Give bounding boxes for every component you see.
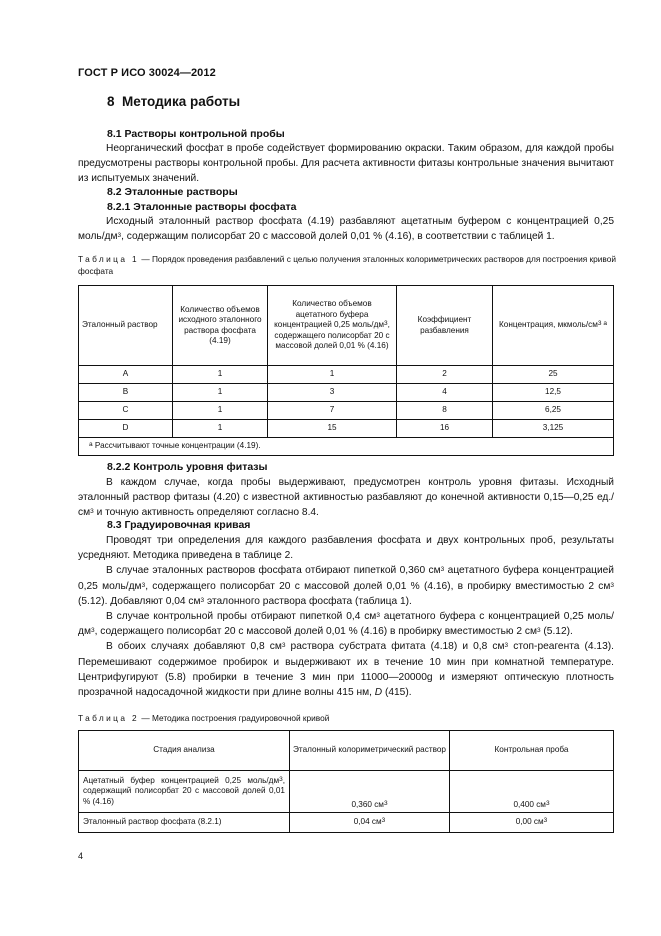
document-header: ГОСТ Р ИСО 30024—2012 (78, 67, 216, 79)
subsection-8-3-title: 8.3 Градуировочная кривая (107, 519, 251, 531)
table-1-header-row (79, 286, 614, 366)
table-2-caption: Таблица 2 — Методика построения градуировочной кривой (78, 713, 330, 723)
table-1-footnote: $^a$ Рассчитывают точные концентрации (4.19). (79, 438, 614, 456)
table-row: Эталонный раствор фосфата (8.2.1) 0,04 $см^3$ 0,00 $см^3$ (79, 813, 614, 833)
table-1 (78, 285, 614, 456)
subsection-8-2-1-title: 8.2.1 Эталонные растворы фосфата (107, 201, 297, 213)
subsection-8-2-title: 8.2 Эталонные растворы (107, 186, 238, 198)
table-2 (78, 730, 614, 833)
table-1-caption: Таблица 1 — Порядок проведения разбавлений с целью получения эталонных колориметрических растворов для построения кривой фосфата (78, 254, 616, 276)
table-1-footnote-row (79, 438, 614, 456)
table-2-header-row (79, 731, 614, 771)
subsection-8-2-1-text: Исходный эталонный раствор фосфата (4.19) разбавляют ацетатным буфером с концентрацией 0,25 моль/$дм^3$, содержащим полисорбат 20 с массовой долей 0,01 % (4.16), в соответствии с таблицей 1. (78, 216, 614, 243)
subsection-8-2-2-text: В каждом случае, когда пробы выдерживают, предусмотрен контроль уровня фитазы. Исходный эталонный раствор фитазы (4.20) с известной активностью разбавляют до конечной активности 0,15—0,25 $ед./см^3$ и точную активность определяют согласно 8.4. (78, 477, 614, 519)
subsection-8-2-2-title: 8.2.2 Контроль уровня фитазы (107, 461, 268, 473)
table-row: D 1 15 16 3,125 (79, 420, 614, 438)
t2-header-control: Контрольная проба (450, 731, 614, 771)
t1-header-solution: Эталонный раствор (79, 286, 173, 366)
t1-header-concentration: Концентрация, мкмоль/$см^{3 a}$ (493, 286, 614, 366)
subsection-8-1-title: 8.1 Растворы контрольной пробы (107, 128, 285, 140)
table-row: Ацетатный буфер концентрацией 0,25 моль/$дм^3$, содержащий полисорбат 20 с массовой долей 0,01 % (4.16) 0,360 $см^3$ 0,400 $см^3$ (79, 771, 614, 813)
table-row: C 1 7 8 6,25 (79, 402, 614, 420)
subsection-8-3-text: Проводят три определения для каждого разбавления фосфата и двух контрольных проб, результаты усредняют. Методика приведена в таблице 2. В случае эталонных растворов фосфата отбирают пипеткой 0,360 $см^3$ ацетатного буфера концентрацией 0,25 моль/$дм^3$, содержащего полисорбат 20 с массовой долей 0,01 % (4.16), в пробирку вместимостью 2 $см^3$ (5.12). Добавляют 0,04 $см^3$ эталонного раствора фосфата (таблица 1). В случае контрольной пробы отбирают пипеткой 0,4 $см^3$ ацетатного буфера с концентрацией 0,25 моль/$дм^3$, содержащего полисорбат 20 с массовой долей 0,01 % (4.16) в пробирку вместимостью 2 $см^3$ (5.12). В обоих случаях добавляют 0,8 $см^3$ раствора субстрата фитата (4.18) и 0,8 $см^3$ стоп-реагента (4.13). Перемешивают содержимое пробирок и выдерживают их в течение 10 мин при комнатной температуре. Центрифугируют (5.8) пробирки в течение 3 мин при 11000—20000g и измеряют оптическую плотность прозрачной надосадочной жидкости при длине волны 415 нм, D (415). (78, 535, 614, 699)
t1-header-buffer-volumes: Количество объемов ацетатного буфера концентрацией 0,25 моль/$дм^3$, содержащего полисорбат 20 с массовой долей 0,01 % (4.16) (268, 286, 397, 366)
t2-header-reference: Эталонный колориметрический раствор (290, 731, 450, 771)
t1-header-dilution-factor: Коэффициент разбавления (397, 286, 493, 366)
table-row: A 1 1 2 25 (79, 366, 614, 384)
t2-header-stage: Стадия анализа (79, 731, 290, 771)
subsection-8-1-text: Неорганический фосфат в пробе содействует формированию окраски. Таким образом, для каждой пробы предусмотрены растворы контрольной пробы. Для расчета активности фитазы контрольные значения вычитают из испытуемых значений. (78, 143, 614, 185)
section-title: 8 Методика работы (107, 94, 241, 109)
page-number: 4 (78, 851, 84, 861)
table-row: B 1 3 4 12,5 (79, 384, 614, 402)
t1-header-stock-volumes: Количество объемов исходного эталонного раствора фосфата (4.19) (173, 286, 268, 366)
